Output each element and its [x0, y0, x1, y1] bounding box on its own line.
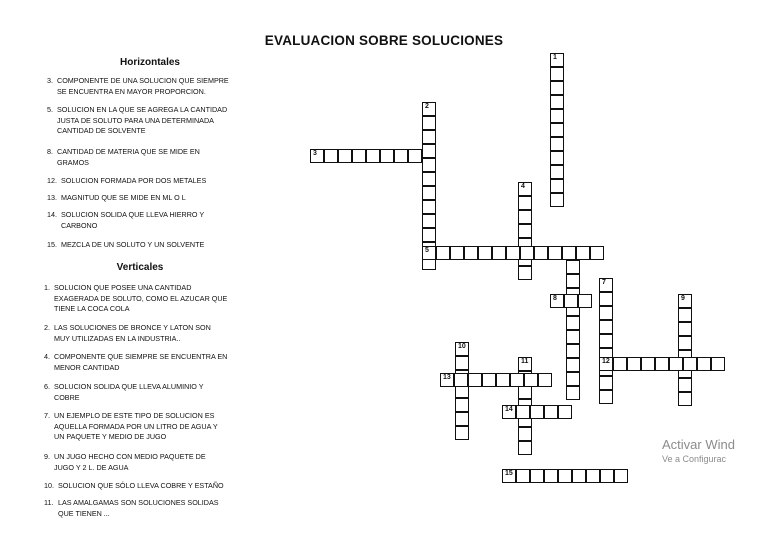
crossword-cell[interactable]: [455, 426, 469, 440]
crossword-cell[interactable]: [422, 172, 436, 186]
crossword-cell[interactable]: [669, 357, 683, 371]
crossword-cell[interactable]: [550, 294, 564, 308]
crossword-cell[interactable]: [530, 469, 544, 483]
crossword-cell[interactable]: [550, 151, 564, 165]
crossword-cell[interactable]: [599, 278, 613, 292]
crossword-cell[interactable]: [548, 246, 562, 260]
crossword-cell[interactable]: [600, 469, 614, 483]
crossword-cell[interactable]: [436, 246, 450, 260]
crossword-cell[interactable]: [599, 320, 613, 334]
crossword-cell[interactable]: [502, 405, 516, 419]
crossword-cell[interactable]: [380, 149, 394, 163]
crossword-cell[interactable]: [711, 357, 725, 371]
crossword-cell[interactable]: [310, 149, 324, 163]
crossword-cell[interactable]: [627, 357, 641, 371]
crossword-cell[interactable]: [518, 385, 532, 399]
crossword-clue-number: 5: [425, 247, 429, 254]
crossword-cell[interactable]: [599, 376, 613, 390]
crossword-cell[interactable]: [518, 182, 532, 196]
crossword-clue-number: 8: [553, 295, 557, 302]
crossword-cell[interactable]: [678, 322, 692, 336]
crossword-cell[interactable]: [422, 158, 436, 172]
crossword-cell[interactable]: [394, 149, 408, 163]
crossword-cell[interactable]: [566, 358, 580, 372]
crossword-cell[interactable]: [678, 336, 692, 350]
crossword-cell[interactable]: [578, 294, 592, 308]
crossword-cell[interactable]: [450, 246, 464, 260]
crossword-cell[interactable]: [544, 469, 558, 483]
crossword-clue-number: 14: [505, 406, 513, 413]
crossword-cell[interactable]: [516, 405, 530, 419]
crossword-cell[interactable]: [518, 441, 532, 455]
crossword-cell[interactable]: [550, 67, 564, 81]
crossword-cell[interactable]: [590, 246, 604, 260]
crossword-cell[interactable]: [506, 246, 520, 260]
crossword-cell[interactable]: [510, 373, 524, 387]
crossword-cell[interactable]: [518, 427, 532, 441]
crossword-cell[interactable]: [566, 330, 580, 344]
crossword-cell[interactable]: [324, 149, 338, 163]
crossword-cell[interactable]: [518, 196, 532, 210]
crossword-cell[interactable]: [566, 386, 580, 400]
crossword-cell[interactable]: [572, 469, 586, 483]
crossword-cell[interactable]: [566, 274, 580, 288]
crossword-cell[interactable]: [599, 357, 613, 371]
crossword-cell[interactable]: [538, 373, 552, 387]
crossword-cell[interactable]: [564, 294, 578, 308]
crossword-cell[interactable]: [550, 123, 564, 137]
crossword-cell[interactable]: [422, 144, 436, 158]
crossword-cell[interactable]: [518, 266, 532, 280]
crossword-cell[interactable]: [482, 373, 496, 387]
crossword-cell[interactable]: [655, 357, 669, 371]
crossword-clue-number: 15: [505, 470, 513, 477]
crossword-clue-number: 12: [602, 358, 610, 365]
crossword-clue-number: 2: [425, 103, 429, 110]
crossword-cell[interactable]: [455, 398, 469, 412]
crossword-cell[interactable]: [550, 53, 564, 67]
windows-activation-watermark: Activar Wind Ve a Configurac: [662, 437, 735, 464]
crossword-cell[interactable]: [550, 137, 564, 151]
crossword-cell[interactable]: [520, 246, 534, 260]
crossword-cell[interactable]: [550, 165, 564, 179]
crossword-cell[interactable]: [576, 246, 590, 260]
crossword-clue-number: 4: [521, 183, 525, 190]
crossword-cell[interactable]: [599, 334, 613, 348]
crossword-cell[interactable]: [422, 200, 436, 214]
crossword-cell[interactable]: [697, 357, 711, 371]
crossword-cell[interactable]: [492, 246, 506, 260]
crossword-cell[interactable]: [678, 392, 692, 406]
crossword-cell[interactable]: [550, 81, 564, 95]
crossword-cell[interactable]: [338, 149, 352, 163]
crossword-cell[interactable]: [440, 373, 454, 387]
crossword-cell[interactable]: [422, 130, 436, 144]
crossword-cell[interactable]: [550, 193, 564, 207]
crossword-cell[interactable]: [464, 246, 478, 260]
crossword-cell[interactable]: [599, 306, 613, 320]
horizontal-heading: Horizontales: [119, 57, 180, 68]
crossword-cell[interactable]: [530, 405, 544, 419]
crossword-cell[interactable]: [641, 357, 655, 371]
crossword-cell[interactable]: [678, 308, 692, 322]
crossword-cell[interactable]: [599, 292, 613, 306]
crossword-cell[interactable]: [502, 469, 516, 483]
crossword-cell[interactable]: [550, 179, 564, 193]
crossword-clue-number: 7: [602, 279, 606, 286]
crossword-cell[interactable]: [534, 246, 548, 260]
crossword-cell[interactable]: [562, 246, 576, 260]
crossword-cell[interactable]: [455, 356, 469, 370]
crossword-cell[interactable]: [678, 294, 692, 308]
crossword-cell[interactable]: [422, 214, 436, 228]
crossword-cell[interactable]: [455, 412, 469, 426]
crossword-cell[interactable]: [468, 373, 482, 387]
page-title: EVALUACION SOBRE SOLUCIONES: [264, 33, 504, 48]
crossword-cell[interactable]: [566, 260, 580, 274]
crossword-cell[interactable]: [544, 405, 558, 419]
crossword-cell[interactable]: [566, 372, 580, 386]
crossword-cell[interactable]: [599, 390, 613, 404]
crossword-cell[interactable]: [550, 109, 564, 123]
crossword-cell[interactable]: [566, 316, 580, 330]
crossword-cell[interactable]: [558, 469, 572, 483]
crossword-cell[interactable]: [422, 246, 436, 260]
crossword-cell[interactable]: [566, 344, 580, 358]
crossword-cell[interactable]: [614, 469, 628, 483]
crossword-cell[interactable]: [586, 469, 600, 483]
crossword-clue-number: 3: [313, 150, 317, 157]
crossword-cell[interactable]: [422, 186, 436, 200]
crossword-clue-number: 13: [443, 374, 451, 381]
crossword-clue-number: 1: [553, 54, 557, 61]
crossword-cell[interactable]: [524, 373, 538, 387]
crossword-cell[interactable]: [408, 149, 422, 163]
crossword-cell[interactable]: [516, 469, 530, 483]
crossword-clue-number: 9: [681, 295, 685, 302]
crossword-cell[interactable]: [422, 102, 436, 116]
crossword-cell[interactable]: [496, 373, 510, 387]
crossword-cell[interactable]: [352, 149, 366, 163]
crossword-cell[interactable]: [366, 149, 380, 163]
crossword-clue-number: 10: [458, 343, 466, 350]
crossword-cell[interactable]: [422, 228, 436, 242]
crossword-cell[interactable]: [518, 357, 532, 371]
crossword-cell[interactable]: [558, 405, 572, 419]
crossword-cell[interactable]: [455, 342, 469, 356]
crossword-cell[interactable]: [678, 378, 692, 392]
crossword-cell[interactable]: [422, 116, 436, 130]
crossword-cell[interactable]: [550, 95, 564, 109]
crossword-cell[interactable]: [478, 246, 492, 260]
crossword-cell[interactable]: [518, 224, 532, 238]
crossword-cell[interactable]: [454, 373, 468, 387]
vertical-heading: Verticales: [116, 262, 164, 273]
crossword-cell[interactable]: [683, 357, 697, 371]
crossword-cell[interactable]: [613, 357, 627, 371]
crossword-cell[interactable]: [518, 210, 532, 224]
crossword-clue-number: 11: [521, 358, 529, 365]
